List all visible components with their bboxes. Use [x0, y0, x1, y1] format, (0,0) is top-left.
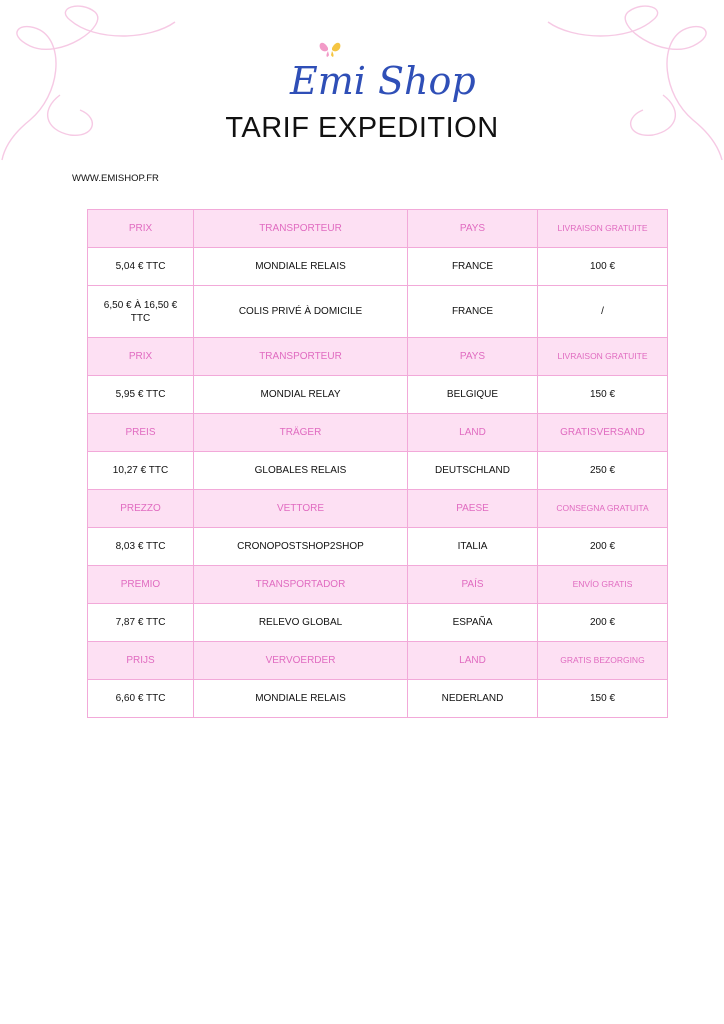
header-carrier: TRANSPORTADOR — [194, 566, 408, 604]
header-country: PAYS — [408, 338, 538, 376]
header-free-delivery: LIVRAISON GRATUITE — [538, 338, 668, 376]
cell-price: 7,87 € TTC — [88, 604, 194, 642]
table-row — [88, 376, 668, 414]
svg-text:Emi Shop: Emi Shop — [290, 59, 476, 103]
website-url: WWW.EMISHOP.FR — [72, 173, 159, 184]
header-price: PREZZO — [88, 490, 194, 528]
cell-carrier: MONDIAL RELAY — [194, 376, 408, 414]
header-carrier: VETTORE — [194, 490, 408, 528]
table-header-row — [88, 338, 668, 376]
cell-free-delivery: 150 € — [538, 680, 668, 718]
header-country: PAESE — [408, 490, 538, 528]
header-country: PAÍS — [408, 566, 538, 604]
table-row — [88, 604, 668, 642]
table-row — [88, 248, 668, 286]
header-country: LAND — [408, 642, 538, 680]
table-row — [88, 680, 668, 718]
cell-country: FRANCE — [408, 286, 538, 338]
table-row — [88, 286, 668, 338]
table-header-row — [88, 210, 668, 248]
header-price: PRIX — [88, 338, 194, 376]
cell-carrier: RELEVO GLOBAL — [194, 604, 408, 642]
cell-carrier: COLIS PRIVÉ À DOMICILE — [194, 286, 408, 338]
cell-country: NEDERLAND — [408, 680, 538, 718]
header-price: PREIS — [88, 414, 194, 452]
table-row — [88, 528, 668, 566]
cell-country: DEUTSCHLAND — [408, 452, 538, 490]
header-carrier: VERVOERDER — [194, 642, 408, 680]
cell-carrier: CRONOPOSTSHOP2SHOP — [194, 528, 408, 566]
cell-free-delivery: 250 € — [538, 452, 668, 490]
cell-price: 8,03 € TTC — [88, 528, 194, 566]
cell-free-delivery: 150 € — [538, 376, 668, 414]
table-header-row — [88, 414, 668, 452]
header-country: PAYS — [408, 210, 538, 248]
cell-free-delivery: / — [538, 286, 668, 338]
cell-country: FRANCE — [408, 248, 538, 286]
header-free-delivery: GRATIS BEZORGING — [538, 642, 668, 680]
cell-price: 10,27 € TTC — [88, 452, 194, 490]
table-header-row — [88, 642, 668, 680]
header-country: LAND — [408, 414, 538, 452]
cell-country: ESPAÑA — [408, 604, 538, 642]
cell-price: 5,04 € TTC — [88, 248, 194, 286]
header-price: PRIX — [88, 210, 194, 248]
header-carrier: TRANSPORTEUR — [194, 338, 408, 376]
cell-price: 6,50 € À 16,50 € TTC — [88, 286, 194, 338]
table-row — [88, 452, 668, 490]
butterfly-icon — [320, 43, 341, 57]
header-price: PREMIO — [88, 566, 194, 604]
cell-free-delivery: 100 € — [538, 248, 668, 286]
header-free-delivery: ENVÍO GRATIS — [538, 566, 668, 604]
cell-carrier: GLOBALES RELAIS — [194, 452, 408, 490]
page-title: TARIF EXPEDITION — [225, 112, 499, 144]
table-header-row — [88, 490, 668, 528]
emishop-logo — [282, 36, 476, 108]
cell-free-delivery: 200 € — [538, 604, 668, 642]
table-header-row — [88, 566, 668, 604]
shipping-rates-table — [87, 209, 668, 718]
header-price: PRIJS — [88, 642, 194, 680]
cell-carrier: MONDIALE RELAIS — [194, 680, 408, 718]
cell-carrier: MONDIALE RELAIS — [194, 248, 408, 286]
cell-price: 5,95 € TTC — [88, 376, 194, 414]
header-carrier: TRÄGER — [194, 414, 408, 452]
cell-country: BELGIQUE — [408, 376, 538, 414]
cell-country: ITALIA — [408, 528, 538, 566]
header-free-delivery: CONSEGNA GRATUITA — [538, 490, 668, 528]
cell-free-delivery: 200 € — [538, 528, 668, 566]
header-free-delivery: LIVRAISON GRATUITE — [538, 210, 668, 248]
cell-price: 6,60 € TTC — [88, 680, 194, 718]
header-free-delivery: GRATISVERSAND — [538, 414, 668, 452]
header-carrier: TRANSPORTEUR — [194, 210, 408, 248]
